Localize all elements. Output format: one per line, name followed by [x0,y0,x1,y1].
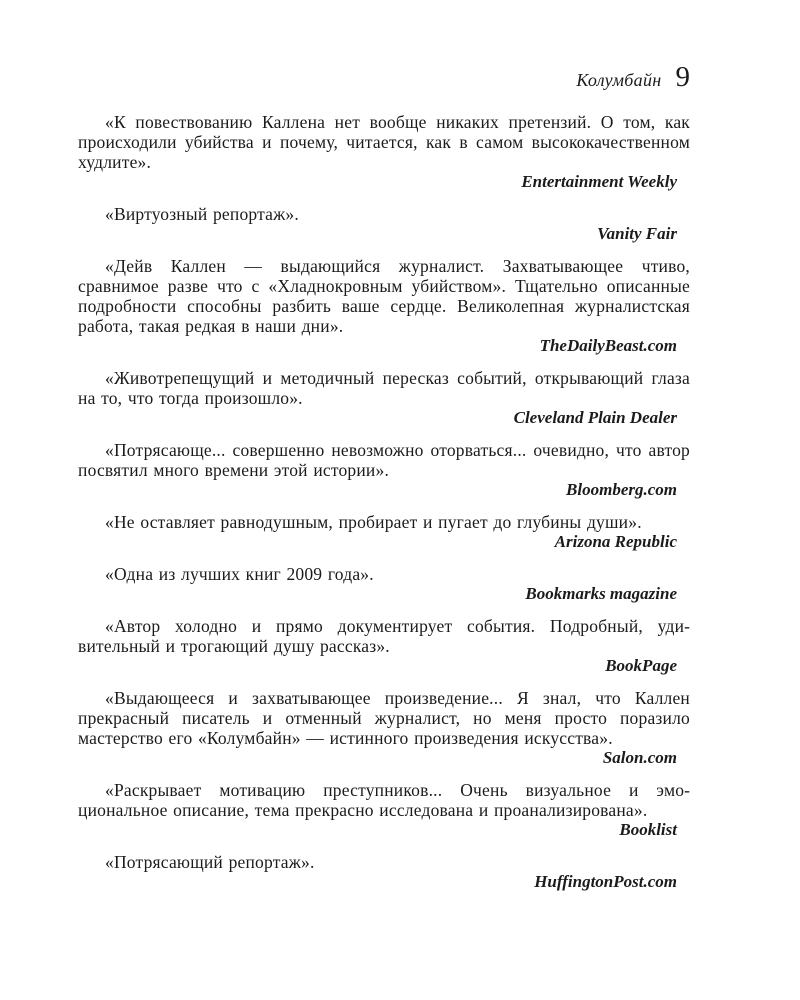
running-header [78,61,690,93]
quote-source: Arizona Republic [554,532,677,551]
quote-source: Entertainment Weekly [521,172,677,191]
review-quote [78,688,690,768]
quote-text: «Не оставляет равнодушным, пробирает и пугает до глубины души». [105,512,642,532]
review-quote [78,112,690,192]
page-content [78,61,690,904]
quote-text: «Виртуозный репортаж». [105,204,299,224]
quote-source: HuffingtonPost.com [534,872,677,891]
quote-source: TheDailyBeast.com [539,336,677,355]
quote-text: «Животрепещущий и методичный пересказ событий, открывающий глаза на то, что тогда произошло». [78,368,690,408]
quote-source: Bookmarks magazine [525,584,677,603]
quote-source: Bloomberg.com [566,480,677,499]
quote-text: «Потрясающий репортаж». [105,852,315,872]
quote-text: «К повествованию Каллена нет вообще никаких претензий. О том, как происходили убийства и почему, читается, как в самом высококачественном худлите». [78,112,690,172]
running-title: Колумбайн [576,70,662,90]
quote-text: «Раскрывает мотивацию преступников... Очень визуальное и эмоциональное описание, тема прекрасно исследована и проанализирована». [78,780,690,820]
quote-source: Cleveland Plain Dealer [513,408,677,427]
review-quote [78,256,690,356]
review-quote [78,204,690,244]
review-quotes-list [78,112,690,892]
quote-source: Vanity Fair [597,224,677,243]
review-quote [78,512,690,552]
quote-text: «Автор холодно и прямо документирует события. Подробный, удивительный и трогающий душу рассказ». [78,616,690,656]
review-quote [78,440,690,500]
quote-source: BookPage [605,656,677,675]
quote-text: «Потрясающе... совершенно невозможно оторваться... очевидно, что автор посвятил много времени этой истории». [78,440,690,480]
quote-text: «Дейв Каллен — выдающийся журналист. Захватывающее чтиво, сравнимое разве что с «Хладнокровным убийством». Тщательно описанные подробности способны разбить ваше сердце. Великолепная журналистская работа, такая редкая в наши дни». [78,256,690,336]
page-number: 9 [675,61,690,93]
review-quote [78,368,690,428]
review-quote [78,564,690,604]
review-quote [78,780,690,840]
quote-text: «Выдающееся и захватывающее произведение... Я знал, что Каллен прекрасный писатель и отменный журналист, но меня просто поразило мастерство его «Колумбайн» — истинного произведения искусства». [78,688,690,748]
quote-text: «Одна из лучших книг 2009 года». [105,564,374,584]
quote-source: Salon.com [602,748,677,767]
review-quote [78,616,690,676]
quote-source: Booklist [619,820,677,839]
review-quote [78,852,690,892]
